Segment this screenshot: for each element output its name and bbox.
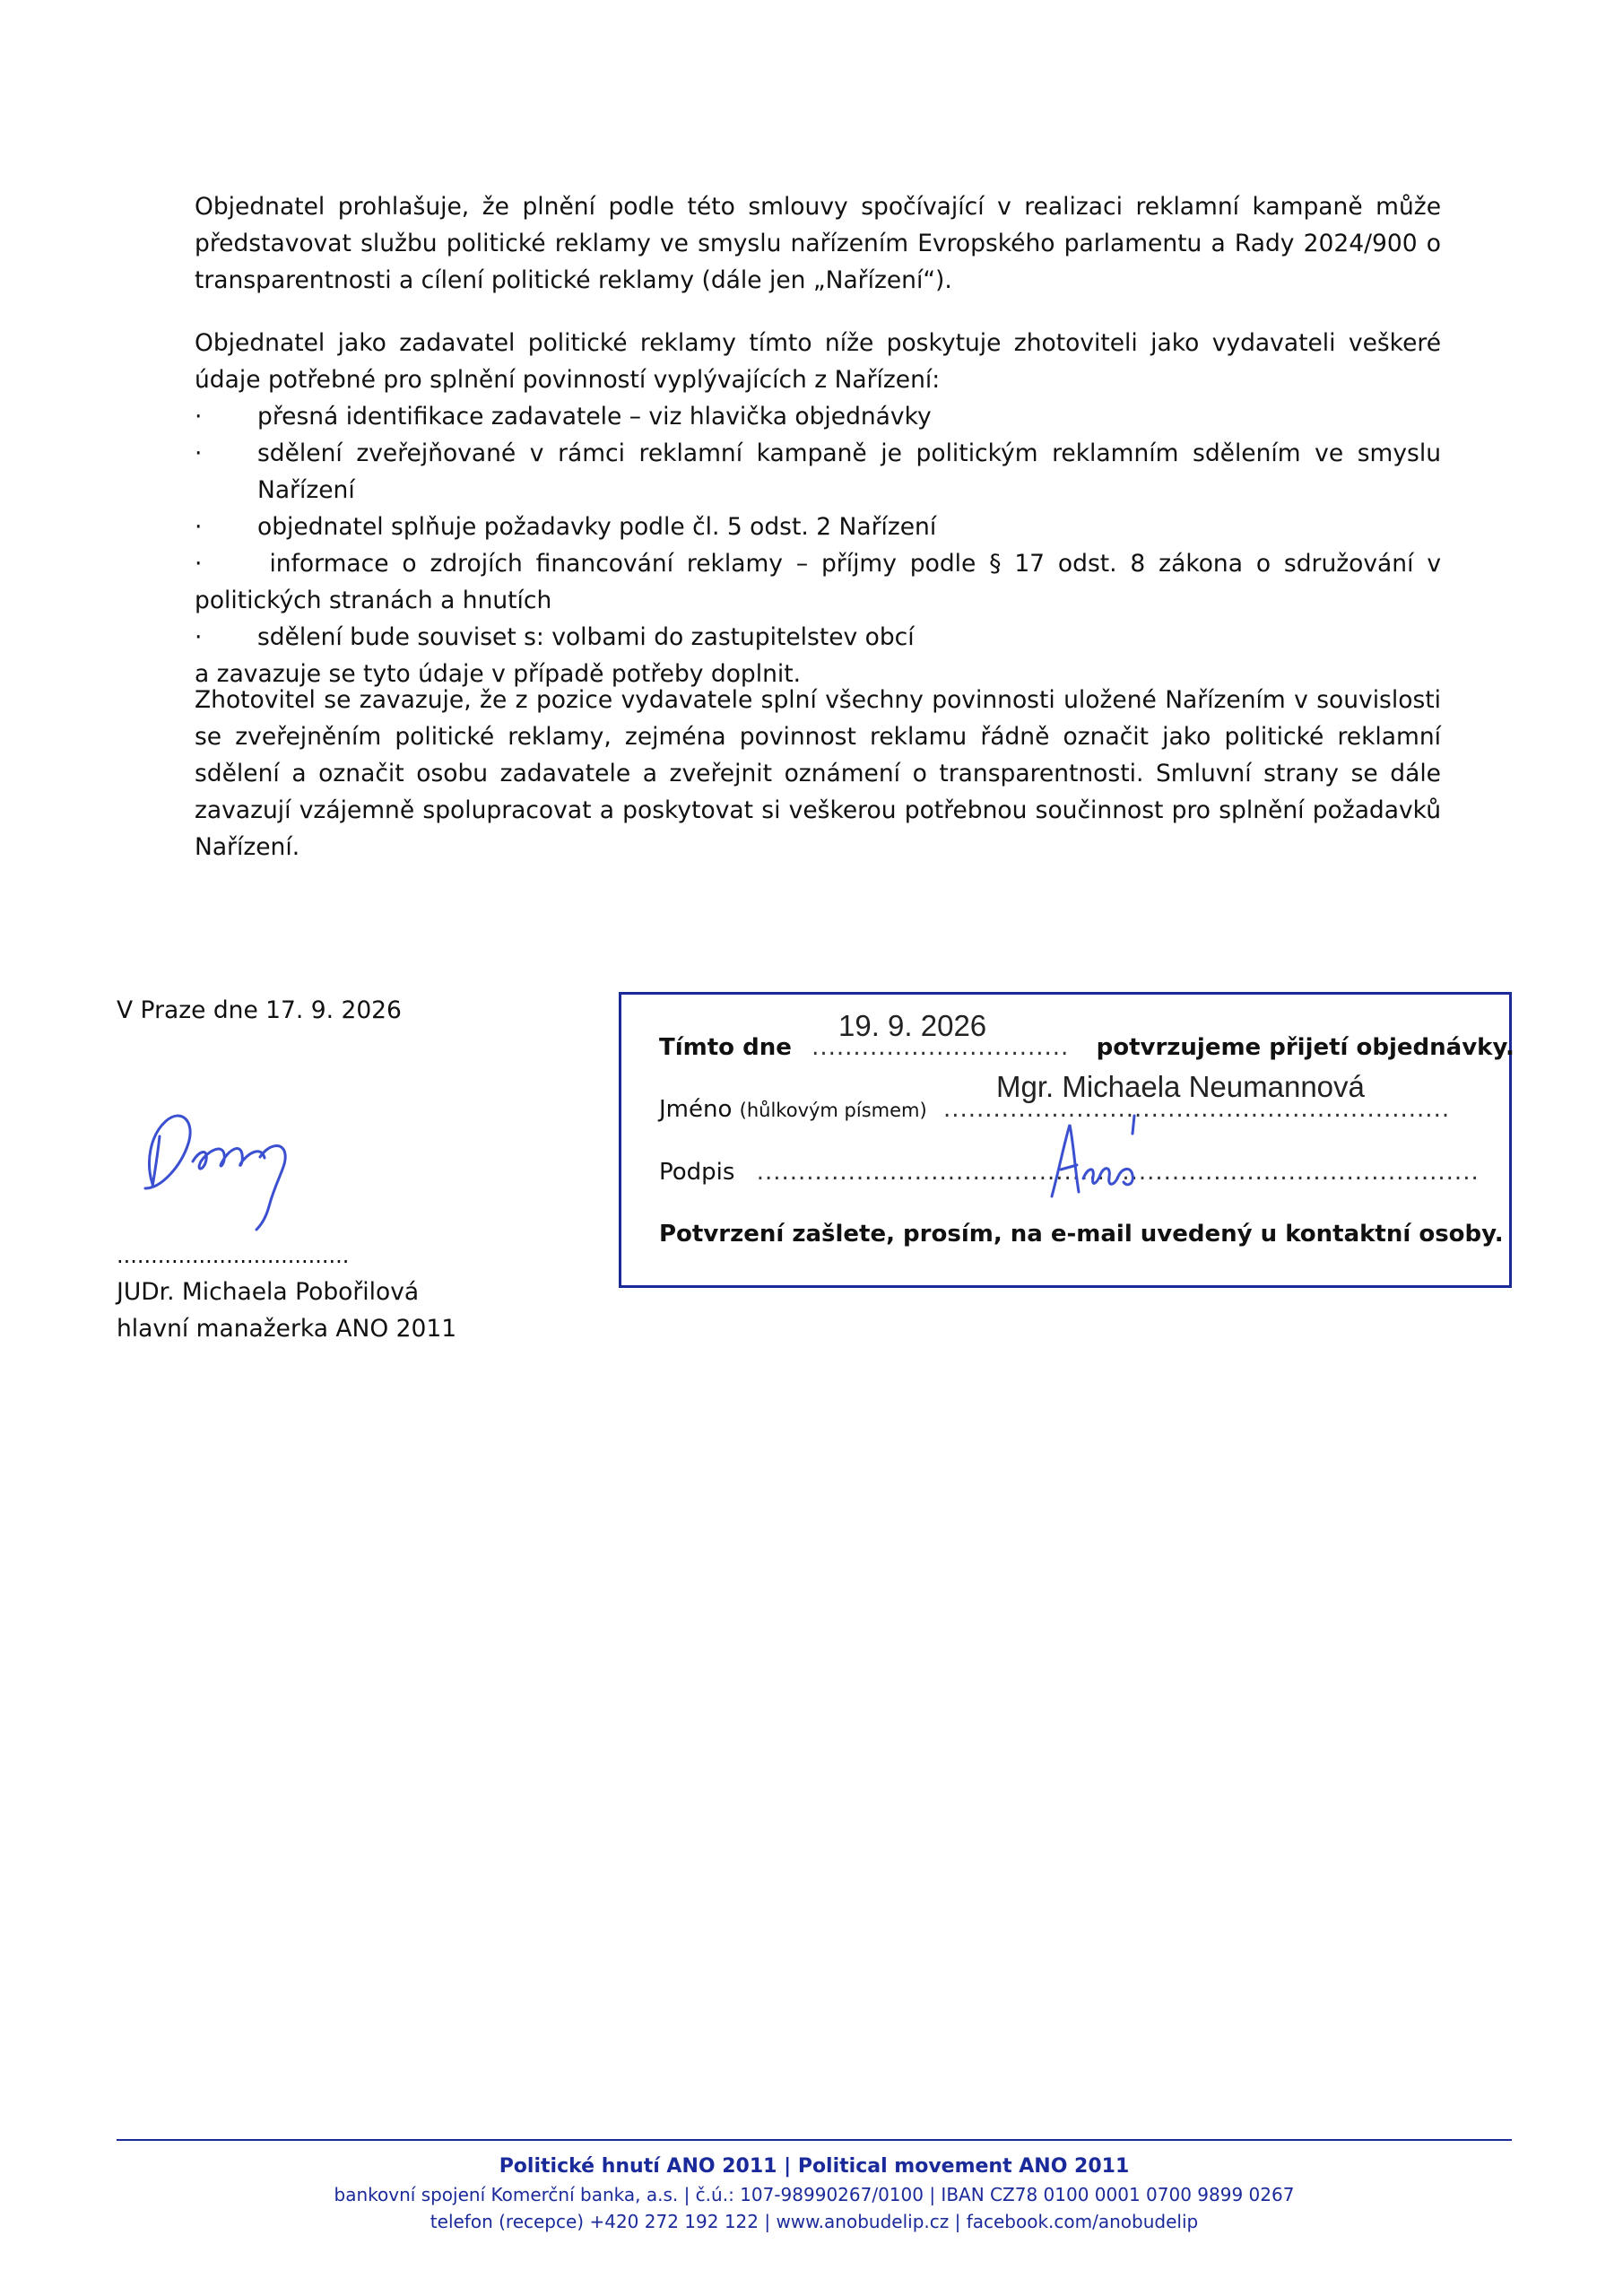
paragraph-contractor-obligations <box>195 682 1441 865</box>
name-label: Jméno <box>659 1096 733 1123</box>
bullet-text: objednatel splňuje požadavky podle čl. 5 odst. 2 Nařízení <box>257 513 937 541</box>
handwritten-signature <box>126 1072 332 1233</box>
footer-divider <box>117 2139 1512 2141</box>
signer-role: hlavní manažerka ANO 2011 <box>117 1315 457 1343</box>
footer <box>117 2152 1512 2235</box>
paragraph-political-ad-declaration <box>195 188 1441 299</box>
signature-dotted-line: .................................. <box>117 1243 350 1268</box>
bullet-marker: · <box>195 513 203 541</box>
signature-label: Podpis <box>659 1159 735 1186</box>
handwritten-signature <box>1034 1107 1159 1205</box>
place-and-date: V Praze dne 17. 9. 2026 <box>117 996 402 1024</box>
paragraph-closing: a zavazuje se tyto údaje v případě potřeby doplnit. <box>195 660 802 688</box>
list-item <box>195 619 1441 656</box>
list-item <box>195 509 1441 545</box>
list-item <box>195 435 1441 509</box>
bullet-text: informace o zdrojích financování reklamy – příjmy podle § 17 odst. 8 zákona o sdružování v politických stranách a hnutích <box>195 550 1441 614</box>
list-item <box>195 398 1441 435</box>
signer-name: JUDr. Michaela Pobořilová <box>117 1278 420 1306</box>
list-item <box>195 545 1441 619</box>
date-suffix: potvrzujeme přijetí objednávky. <box>1096 1034 1515 1061</box>
handwritten-name: Mgr. Michaela Neumannová <box>996 1070 1365 1103</box>
name-hint: (hůlkovým písmem) <box>739 1100 927 1121</box>
bullet-marker: · <box>195 403 203 430</box>
footer-contacts: telefon (recepce) +420 272 192 122 | www.anobudelip.cz | facebook.com/anobudelip <box>430 2211 1199 2232</box>
footer-organization: Politické hnutí ANO 2011 | Political movement ANO 2011 <box>499 2155 1130 2178</box>
date-dotted-line: ............................... <box>812 1034 1070 1061</box>
paragraph-advertiser-data <box>195 325 1441 692</box>
bullet-marker: · <box>195 550 203 578</box>
name-dotted-line: ............................................................. <box>942 1096 1451 1123</box>
handwritten-date: 19. 9. 2026 <box>838 1009 987 1042</box>
bullet-marker: · <box>195 623 203 651</box>
bullet-text: sdělení bude souviset s: volbami do zastupitelstev obcí <box>257 623 915 651</box>
signature-dotted-line: ....................................................................................... <box>756 1159 1480 1186</box>
bullet-marker: · <box>195 439 203 467</box>
paragraph-intro: Objednatel jako zadavatel politické reklamy tímto níže poskytuje zhotoviteli jako vydavateli veškeré údaje potřebné pro splnění povinností vyplývajících z Nařízení: <box>195 329 1441 394</box>
footer-bank-details: bankovní spojení Komerční banka, a.s. | č.ú.: 107-98990267/0100 | IBAN CZ78 0100 0001 0700 9899 0267 <box>334 2184 1295 2205</box>
date-label: Tímto dne <box>659 1034 792 1061</box>
confirmation-note: Potvrzení zašlete, prosím, na e-mail uvedený u kontaktní osoby. <box>659 1221 1504 1248</box>
bullet-text: přesná identifikace zadavatele – viz hlavička objednávky <box>257 403 932 430</box>
order-confirmation-box <box>619 992 1515 1288</box>
bullet-text: sdělení zveřejňované v rámci reklamní kampaně je politickým reklamním sdělením ve smyslu Nařízení <box>257 439 1441 504</box>
paragraph-text: Zhotovitel se zavazuje, že z pozice vydavatele splní všechny povinnosti uložené Nařízením v souvislosti se zveřejněním politické reklamy, zejména povinnost reklamu řádně označit jako politické reklamní sdělení a označit osobu zadavatele a zveřejnit oznámení o transparentnosti. Smluvní strany se dále zavazují vzájemně spolupracovat a poskytovat si veškerou potřebnou součinnost pro splnění požadavků Nařízení. <box>195 686 1441 861</box>
paragraph-text: Objednatel prohlašuje, že plnění podle této smlouvy spočívající v realizaci reklamní kampaně může představovat službu politické reklamy ve smyslu nařízením Evropského parlamentu a Rady 2024/900 o transparentnosti a cílení politické reklamy (dále jen „Nařízení“). <box>195 193 1441 294</box>
confirmation-date-row <box>659 1034 1515 1061</box>
